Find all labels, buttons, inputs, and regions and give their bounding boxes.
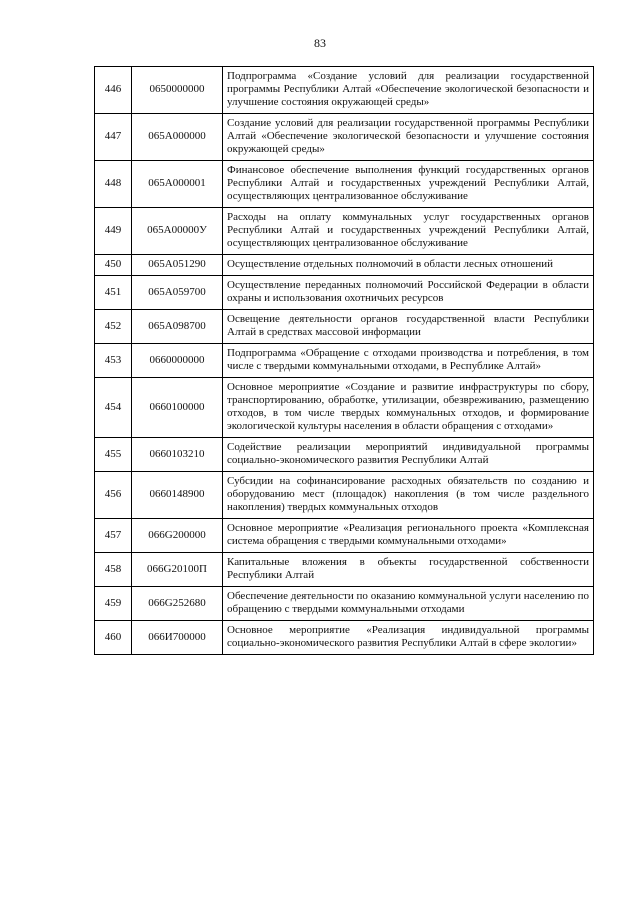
table-row [95, 161, 594, 208]
row-number-cell: 460 [95, 621, 132, 655]
classification-code-cell: 065A051290 [132, 255, 223, 276]
classification-code-cell: 065A000000 [132, 114, 223, 161]
description-cell: Создание условий для реализации государственной программы Республики Алтай «Обеспечение экологической безопасности и улучшение состояния окружающей среды» [223, 114, 594, 161]
classification-code-cell: 066И700000 [132, 621, 223, 655]
row-number-cell: 453 [95, 344, 132, 378]
table-body [95, 67, 594, 655]
table-row [95, 255, 594, 276]
row-number-cell: 450 [95, 255, 132, 276]
description-cell: Содействие реализации мероприятий индивидуальной программы социально-экономического развития Республики Алтай [223, 438, 594, 472]
description-cell: Основное мероприятие «Создание и развитие инфраструктуры по сбору, транспортированию, обработке, утилизации, обезвреживанию, размещению отходов, в том числе твердых коммунальных отходов, и формирование экологической культуры населения в области обращения с отходами» [223, 378, 594, 438]
description-cell: Подпрограмма «Создание условий для реализации государственной программы Республики Алтай «Обеспечение экологической безопасности и улучшение состояния окружающей среды» [223, 67, 594, 114]
classification-code-cell: 066G200000 [132, 519, 223, 553]
table-row [95, 67, 594, 114]
description-cell: Основное мероприятие «Реализация регионального проекта «Комплексная система обращения с твердыми коммунальными отходами» [223, 519, 594, 553]
description-cell: Капитальные вложения в объекты государственной собственности Республики Алтай [223, 553, 594, 587]
row-number-cell: 448 [95, 161, 132, 208]
table-row [95, 553, 594, 587]
classification-code-cell: 0660000000 [132, 344, 223, 378]
row-number-cell: 449 [95, 208, 132, 255]
description-cell: Расходы на оплату коммунальных услуг государственных органов Республики Алтай и государственных учреждений Республики Алтай, осуществляющих централизованное обслуживание [223, 208, 594, 255]
table-row [95, 472, 594, 519]
description-cell: Подпрограмма «Обращение с отходами производства и потребления, в том числе с твердыми коммунальными отходами, в Республике Алтай» [223, 344, 594, 378]
row-number-cell: 455 [95, 438, 132, 472]
table-row [95, 114, 594, 161]
classification-code-cell: 065A000001 [132, 161, 223, 208]
classification-code-cell: 065A098700 [132, 310, 223, 344]
row-number-cell: 458 [95, 553, 132, 587]
description-cell: Субсидии на софинансирование расходных обязательств по созданию и оборудованию мест (площадок) накопления (в том числе раздельного накопления) твердых коммунальных отходов [223, 472, 594, 519]
classification-code-cell: 065A059700 [132, 276, 223, 310]
description-cell: Основное мероприятие «Реализация индивидуальной программы социально-экономического развития Республики Алтай в сфере экологии» [223, 621, 594, 655]
description-cell: Осуществление отдельных полномочий в области лесных отношений [223, 255, 594, 276]
classification-code-cell: 066G252680 [132, 587, 223, 621]
table-row [95, 519, 594, 553]
row-number-cell: 456 [95, 472, 132, 519]
table-row [95, 344, 594, 378]
row-number-cell: 446 [95, 67, 132, 114]
table-row [95, 621, 594, 655]
description-cell: Обеспечение деятельности по оказанию коммунальной услуги населению по обращению с твердыми коммунальными отходами [223, 587, 594, 621]
classification-code-cell: 0650000000 [132, 67, 223, 114]
description-cell: Осуществление переданных полномочий Российской Федерации в области охраны и использования охотничьих ресурсов [223, 276, 594, 310]
row-number-cell: 454 [95, 378, 132, 438]
description-cell: Финансовое обеспечение выполнения функций государственных органов Республики Алтай и государственных учреждений Республики Алтай, осуществляющих централизованное обслуживание [223, 161, 594, 208]
classification-code-cell: 0660103210 [132, 438, 223, 472]
classification-code-cell: 066G20100П [132, 553, 223, 587]
table-row [95, 310, 594, 344]
table-row [95, 208, 594, 255]
table-row [95, 276, 594, 310]
description-cell: Освещение деятельности органов государственной власти Республики Алтай в средствах массовой информации [223, 310, 594, 344]
budget-classification-table [94, 66, 594, 655]
classification-code-cell: 065A00000У [132, 208, 223, 255]
row-number-cell: 459 [95, 587, 132, 621]
table-row [95, 378, 594, 438]
row-number-cell: 451 [95, 276, 132, 310]
classification-code-cell: 0660100000 [132, 378, 223, 438]
row-number-cell: 452 [95, 310, 132, 344]
row-number-cell: 457 [95, 519, 132, 553]
classification-code-cell: 0660148900 [132, 472, 223, 519]
table-row [95, 438, 594, 472]
page-number: 83 [314, 36, 326, 50]
row-number-cell: 447 [95, 114, 132, 161]
table-row [95, 587, 594, 621]
